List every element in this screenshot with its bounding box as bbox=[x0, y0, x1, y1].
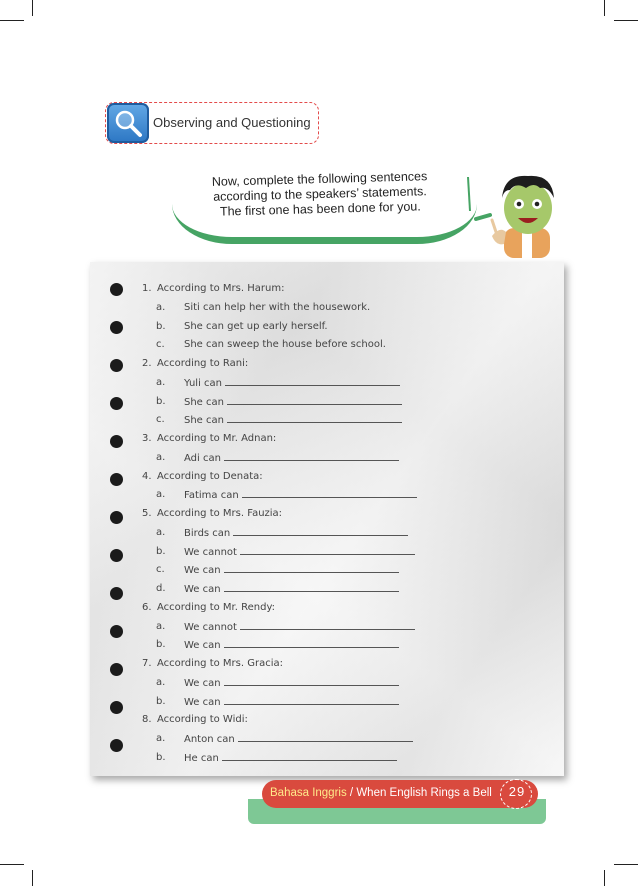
exercise-heading bbox=[142, 505, 552, 524]
answer-text: She can sweep the house before school. bbox=[184, 339, 386, 351]
answer-row bbox=[142, 636, 552, 655]
answer-blank-line[interactable] bbox=[224, 636, 399, 648]
binder-hole bbox=[110, 663, 123, 676]
answer-row bbox=[142, 299, 552, 318]
answer-text: Birds can bbox=[184, 527, 231, 539]
answer-blank-line[interactable] bbox=[233, 524, 408, 536]
answer-text: Fatima can bbox=[184, 490, 239, 502]
answer-blank-line[interactable] bbox=[227, 393, 402, 405]
exercise-list bbox=[142, 280, 552, 768]
item-number: 3. bbox=[142, 433, 152, 444]
crop-mark bbox=[32, 870, 33, 886]
crop-mark bbox=[32, 0, 33, 16]
answer-text: Yuli can bbox=[184, 377, 222, 389]
crop-mark bbox=[614, 864, 638, 865]
answer-row bbox=[142, 336, 552, 355]
answer-row bbox=[142, 543, 552, 562]
answer-row bbox=[142, 730, 552, 749]
answer-letter: a. bbox=[156, 376, 166, 388]
answer-letter: a. bbox=[156, 301, 166, 313]
answer-row bbox=[142, 693, 552, 712]
exercise-heading bbox=[142, 655, 552, 674]
binder-hole bbox=[110, 397, 123, 410]
footer-title bbox=[270, 787, 492, 799]
answer-text: We can bbox=[184, 584, 221, 595]
answer-blank-line[interactable] bbox=[238, 730, 413, 742]
exercise-heading bbox=[142, 280, 552, 299]
answer-row bbox=[142, 749, 552, 768]
exercise-heading bbox=[142, 468, 552, 487]
answer-blank-line[interactable] bbox=[224, 580, 399, 592]
boy-character-illustration bbox=[490, 168, 565, 258]
answer-row bbox=[142, 674, 552, 693]
binder-hole bbox=[110, 587, 123, 600]
answer-blank-line[interactable] bbox=[240, 543, 415, 555]
answer-text: She can get up early herself. bbox=[184, 320, 328, 332]
answer-row bbox=[142, 561, 552, 580]
answer-text: She can bbox=[184, 415, 224, 427]
answer-blank-line[interactable] bbox=[224, 693, 399, 705]
answer-letter: a. bbox=[156, 451, 166, 463]
answer-blank-line[interactable] bbox=[222, 749, 397, 761]
exercise-heading bbox=[142, 355, 552, 374]
item-heading: According to Mrs. Gracia: bbox=[157, 658, 283, 669]
item-heading: According to Widi: bbox=[157, 714, 248, 726]
answer-letter: b. bbox=[156, 545, 166, 557]
page-number: 29 bbox=[508, 784, 526, 799]
answer-text: We can bbox=[184, 565, 221, 577]
answer-letter: a. bbox=[156, 733, 166, 744]
item-number: 8. bbox=[142, 714, 152, 726]
bubble-tail bbox=[462, 175, 492, 225]
answer-text: We can bbox=[184, 677, 221, 689]
binder-hole bbox=[110, 625, 123, 638]
answer-letter: b. bbox=[156, 751, 166, 763]
answer-blank-line[interactable] bbox=[224, 674, 399, 686]
binder-hole bbox=[110, 701, 123, 714]
answer-letter: c. bbox=[156, 414, 165, 426]
exercise-heading bbox=[142, 430, 552, 449]
answer-letter: d. bbox=[156, 583, 166, 594]
answer-row bbox=[142, 449, 552, 468]
answer-blank-line[interactable] bbox=[227, 411, 402, 423]
answer-blank-line[interactable] bbox=[240, 618, 415, 630]
item-heading: According to Rani: bbox=[157, 358, 249, 369]
answer-text: She can bbox=[184, 396, 224, 408]
item-number: 4. bbox=[142, 470, 152, 482]
magnifier-icon bbox=[107, 103, 149, 143]
answer-text: We cannot bbox=[184, 621, 237, 633]
answer-blank-line[interactable] bbox=[224, 449, 399, 461]
answer-letter: c. bbox=[156, 564, 165, 576]
answer-letter: c. bbox=[156, 339, 165, 351]
item-number: 6. bbox=[142, 601, 152, 613]
answer-text: Anton can bbox=[184, 734, 235, 745]
item-number: 5. bbox=[142, 508, 152, 519]
instruction-text: Now, complete the following sentences according to the speakers’ statements. The first one has been done for you. bbox=[211, 169, 428, 219]
answer-row bbox=[142, 524, 552, 543]
binder-hole bbox=[110, 321, 123, 334]
section-title: Observing and Questioning bbox=[153, 115, 311, 130]
crop-mark bbox=[614, 20, 638, 21]
answer-text: We cannot bbox=[184, 546, 237, 558]
crop-mark bbox=[0, 864, 24, 865]
answer-text: We can bbox=[184, 640, 221, 652]
item-heading: According to Mr. Rendy: bbox=[157, 601, 275, 613]
crop-mark bbox=[604, 0, 605, 16]
answer-letter: b. bbox=[156, 695, 166, 707]
answer-row bbox=[142, 618, 552, 637]
answer-blank-line[interactable] bbox=[242, 486, 417, 498]
item-heading: According to Mrs. Harum: bbox=[157, 283, 285, 294]
answer-letter: b. bbox=[156, 395, 166, 407]
item-heading: According to Denata: bbox=[157, 470, 263, 482]
item-heading: According to Mr. Adnan: bbox=[157, 433, 277, 444]
exercise-heading bbox=[142, 599, 552, 618]
answer-text: We can bbox=[184, 696, 221, 708]
answer-letter: a. bbox=[156, 526, 166, 538]
item-number: 7. bbox=[142, 658, 152, 669]
answer-row bbox=[142, 486, 552, 505]
item-number: 1. bbox=[142, 283, 152, 294]
item-heading: According to Mrs. Fauzia: bbox=[157, 508, 283, 519]
binder-hole bbox=[110, 359, 123, 372]
answer-row bbox=[142, 411, 552, 430]
answer-row bbox=[142, 374, 552, 393]
answer-letter: a. bbox=[156, 676, 166, 688]
binder-hole bbox=[110, 549, 123, 562]
answer-letter: a. bbox=[156, 620, 166, 632]
binder-hole bbox=[110, 511, 123, 524]
answer-blank-line[interactable] bbox=[225, 374, 400, 386]
item-number: 2. bbox=[142, 358, 152, 369]
answer-letter: b. bbox=[156, 320, 166, 332]
binder-hole bbox=[110, 473, 123, 486]
binder-hole bbox=[110, 283, 123, 296]
answer-blank-line[interactable] bbox=[224, 561, 399, 573]
answer-text: He can bbox=[184, 752, 219, 764]
answer-text: Siti can help her with the housework. bbox=[184, 301, 371, 313]
title-separator: / bbox=[346, 787, 357, 799]
binder-hole bbox=[110, 435, 123, 448]
book-subtitle: When English Rings a Bell bbox=[356, 787, 492, 799]
answer-row bbox=[142, 318, 552, 337]
answer-letter: b. bbox=[156, 639, 166, 651]
answer-row bbox=[142, 393, 552, 412]
book-title: Bahasa Inggris bbox=[270, 787, 347, 799]
answer-text: Adi can bbox=[184, 452, 221, 464]
crop-mark bbox=[0, 20, 24, 21]
exercise-heading bbox=[142, 711, 552, 730]
binder-hole bbox=[110, 739, 123, 752]
crop-mark bbox=[604, 870, 605, 886]
answer-row bbox=[142, 580, 552, 599]
answer-letter: a. bbox=[156, 489, 166, 501]
